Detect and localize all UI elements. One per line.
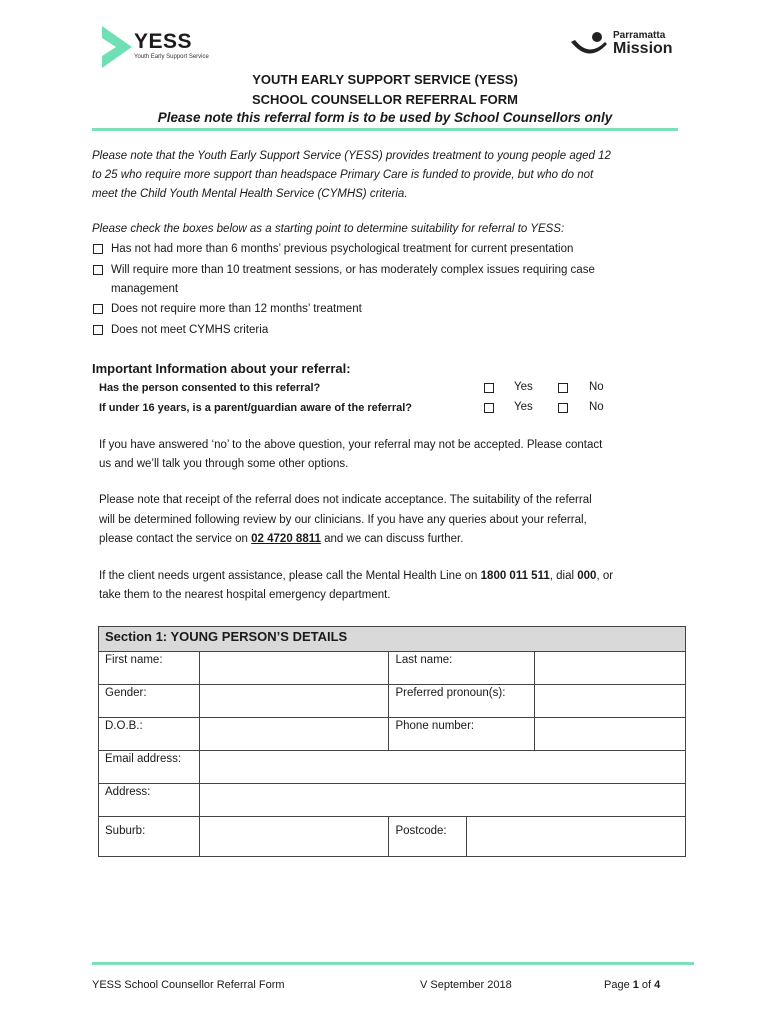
dob-field[interactable] — [199, 718, 389, 751]
gender-field[interactable] — [199, 685, 389, 718]
note1-line1: If you have answered ‘no’ to the above question, your referral may not be accepted. Please contact — [99, 439, 603, 451]
table-row — [99, 784, 686, 817]
consent-no-checkbox[interactable] — [558, 383, 568, 393]
page-prefix: Page — [604, 979, 633, 991]
table-row — [99, 718, 686, 751]
criteria-checkbox-1[interactable] — [93, 244, 103, 254]
address-label: Address: — [99, 784, 200, 817]
note2-line2: will be determined following review by our clinicians. If you have any queries about your referral, — [99, 514, 587, 526]
phone-label: Phone number: — [389, 718, 535, 751]
dob-label: D.O.B.: — [99, 718, 200, 751]
note2-line3 — [99, 530, 463, 549]
criteria-label-4: Does not meet CYMHS criteria — [111, 324, 269, 336]
table-row — [99, 652, 686, 685]
note2-line3-post: and we can discuss further. — [320, 533, 464, 545]
footer-divider — [92, 962, 694, 965]
yess-logo — [102, 26, 222, 68]
page-total: 4 — [654, 979, 661, 991]
guardian-question: If under 16 years, is a parent/guardian aware of the referral? — [99, 402, 413, 414]
note3-mid: , dial — [549, 570, 578, 582]
important-heading: Important Information about your referral: — [92, 361, 351, 376]
page-of: of — [638, 979, 655, 991]
intro-line1: Please note that the Youth Early Support Service (YESS) provides treatment to young people aged 12 — [92, 150, 611, 162]
form-title-line1: YOUTH EARLY SUPPORT SERVICE (YESS) — [252, 72, 518, 87]
table-row — [99, 817, 686, 857]
consent-question: Has the person consented to this referral? — [99, 382, 321, 394]
gender-label: Gender: — [99, 685, 200, 718]
criteria-checkbox-3[interactable] — [93, 304, 103, 314]
last-name-field[interactable] — [535, 652, 686, 685]
suburb-label: Suburb: — [99, 817, 200, 857]
phone-field[interactable] — [535, 718, 686, 751]
criteria-checkbox-4[interactable] — [93, 325, 103, 335]
postcode-label: Postcode: — [389, 817, 467, 857]
consent-yes-label: Yes — [514, 381, 533, 393]
criteria-label-3: Does not require more than 12 months’ treatment — [111, 303, 362, 315]
note2-line1: Please note that receipt of the referral does not indicate acceptance. The suitability of the referral — [99, 494, 592, 506]
suburb-field[interactable] — [199, 817, 389, 857]
table-row — [99, 751, 686, 784]
pm-smile-icon — [569, 30, 609, 62]
criteria-label-2-cont: management — [111, 283, 179, 295]
section1-header-row — [99, 627, 686, 652]
note3-pre: If the client needs urgent assistance, please call the Mental Health Line on — [99, 570, 481, 582]
criteria-label-2: Will require more than 10 treatment sessions, or has moderately complex issues requiring case — [111, 264, 595, 276]
note1-line2: us and we’ll talk you through some other options. — [99, 458, 349, 470]
form-subtitle: Please note this referral form is to be used by School Counsellors only — [157, 110, 613, 125]
criteria-label-1: Has not had more than 6 months’ previous psychological treatment for current presentation — [111, 243, 574, 255]
yess-logo-tagline: Youth Early Support Service — [134, 54, 209, 60]
service-phone-link[interactable]: 02 4720 8811 — [251, 533, 321, 545]
consent-yes-checkbox[interactable] — [484, 383, 494, 393]
header-divider — [92, 128, 678, 131]
email-label: Email address: — [99, 751, 200, 784]
email-field[interactable] — [199, 751, 685, 784]
footer-page-number — [604, 979, 660, 991]
parramatta-mission-logo — [569, 30, 679, 64]
footer-version: V September 2018 — [420, 979, 512, 991]
postcode-field[interactable] — [467, 817, 686, 857]
section1-title: Section 1: YOUNG PERSON’S DETAILS — [99, 627, 686, 652]
intro-line2: to 25 who require more support than headspace Primary Care is funded to provide, but who do not — [92, 169, 594, 181]
table-row — [99, 685, 686, 718]
pm-logo-top: Parramatta — [613, 30, 666, 41]
first-name-field[interactable] — [199, 652, 389, 685]
young-person-details-table — [98, 626, 686, 857]
pronouns-field[interactable] — [535, 685, 686, 718]
mental-health-line-number: 1800 011 511 — [480, 570, 550, 582]
pronouns-label: Preferred pronoun(s): — [389, 685, 535, 718]
yess-chevron-icon — [102, 26, 132, 68]
last-name-label: Last name: — [389, 652, 535, 685]
guardian-no-label: No — [589, 401, 604, 413]
form-title-line2: SCHOOL COUNSELLOR REFERRAL FORM — [251, 92, 519, 107]
checklist-intro: Please check the boxes below as a starting point to determine suitability for referral to YESS: — [92, 223, 565, 235]
note2-line3-pre: please contact the service on — [99, 533, 252, 545]
yess-logo-word: YESS — [134, 30, 193, 53]
emergency-number: 000 — [577, 570, 597, 582]
note3-line1 — [99, 567, 613, 586]
guardian-no-checkbox[interactable] — [558, 403, 568, 413]
address-field[interactable] — [199, 784, 685, 817]
consent-no-label: No — [589, 381, 604, 393]
intro-line3: meet the Child Youth Mental Health Service (CYMHS) criteria. — [92, 188, 408, 200]
guardian-yes-checkbox[interactable] — [484, 403, 494, 413]
note3-line2: take them to the nearest hospital emergency department. — [99, 589, 391, 601]
guardian-yes-label: Yes — [514, 401, 533, 413]
first-name-label: First name: — [99, 652, 200, 685]
footer-form-name: YESS School Counsellor Referral Form — [92, 979, 285, 991]
pm-logo-main: Mission — [613, 40, 673, 57]
criteria-checkbox-2[interactable] — [93, 265, 103, 275]
note3-post: , or — [596, 570, 614, 582]
page-current: 1 — [632, 979, 639, 991]
